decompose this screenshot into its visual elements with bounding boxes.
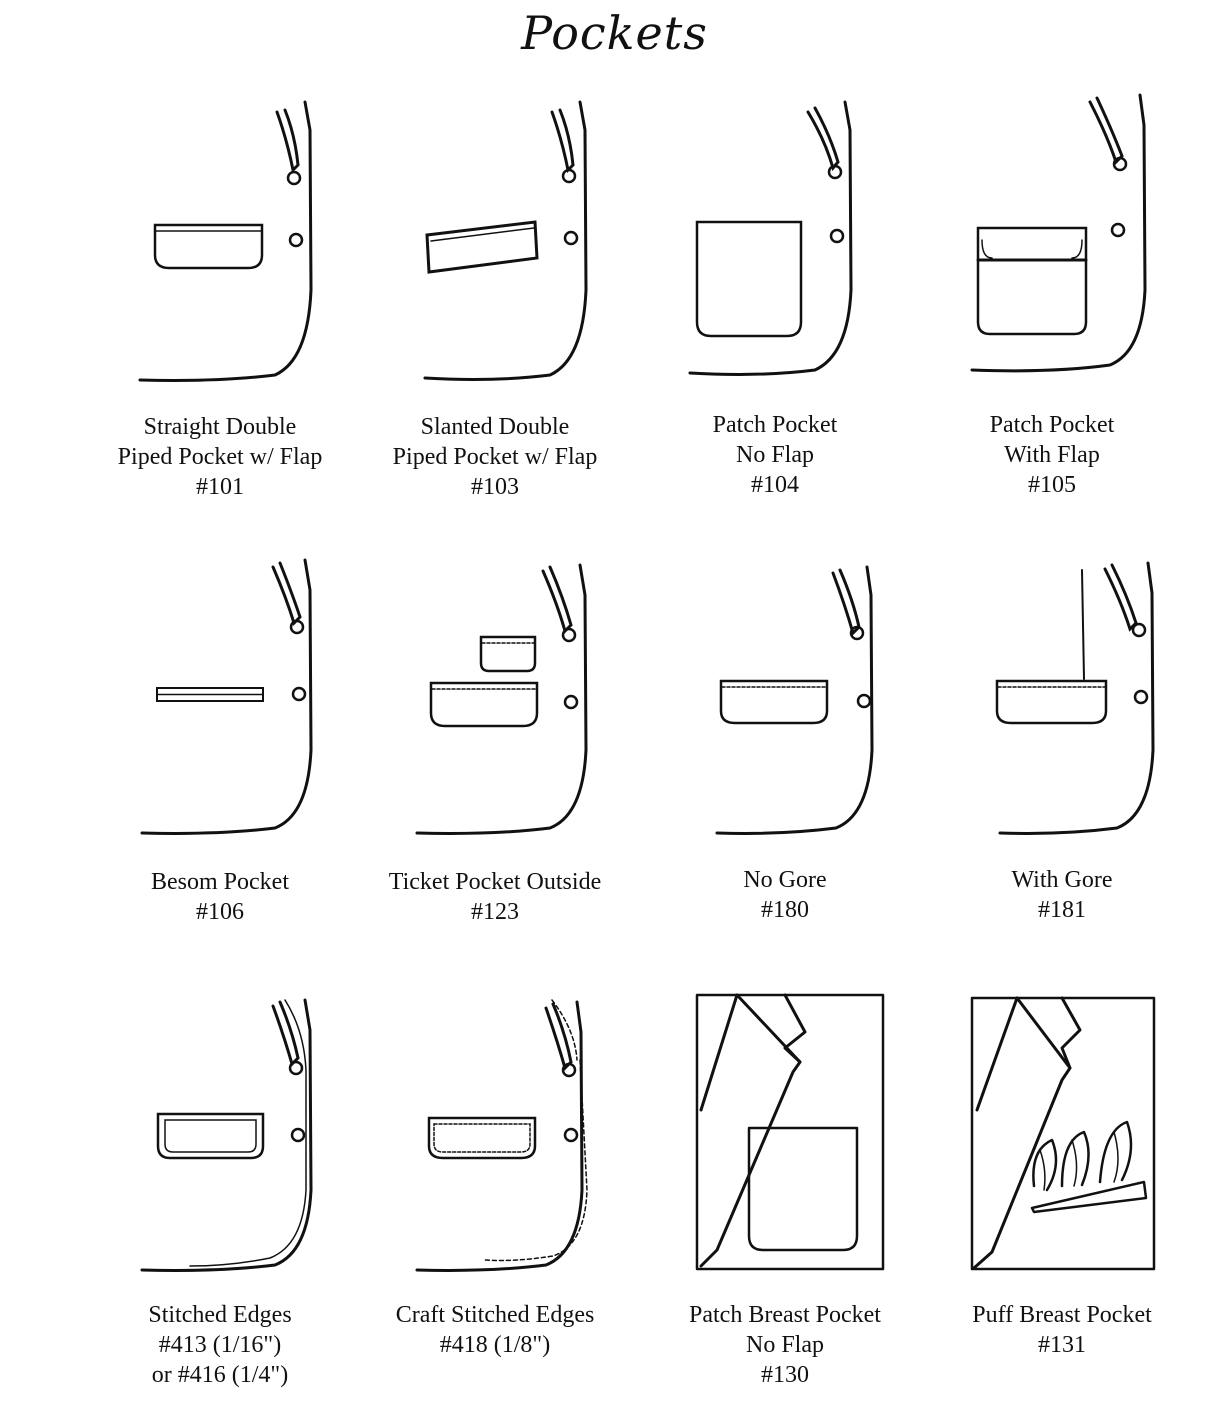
pocket-option-181 <box>922 555 1202 935</box>
patch-pocket-no-flap-icon <box>635 90 915 400</box>
pocket-option-101 <box>80 90 360 510</box>
caption-line: Puff Breast Pocket <box>972 1302 1152 1328</box>
caption-line: Straight Double <box>143 414 297 440</box>
no-gore-icon <box>645 555 925 845</box>
pocket-caption <box>355 1300 635 1360</box>
puff-breast-pocket-icon <box>922 990 1202 1280</box>
page-title: Pockets <box>521 6 708 60</box>
caption-line: #106 <box>196 899 244 925</box>
caption-line: No Flap <box>746 1332 824 1358</box>
caption-line: With Gore <box>1011 867 1113 893</box>
patch-pocket-with-flap-icon <box>912 90 1192 400</box>
caption-line: #418 (1/8") <box>439 1332 551 1358</box>
slanted-double-piped-pocket-icon <box>355 90 635 400</box>
caption-line: Slanted Double <box>420 414 570 440</box>
ticket-pocket-icon <box>355 555 635 845</box>
caption-line: #123 <box>471 899 519 925</box>
pocket-caption <box>645 1300 925 1390</box>
pocket-option-130 <box>645 990 925 1390</box>
caption-line: or #416 (1/4") <box>151 1362 289 1388</box>
pocket-option-105 <box>912 90 1192 510</box>
pocket-caption <box>645 865 925 925</box>
pocket-option-123 <box>355 555 635 935</box>
caption-line: No Flap <box>736 442 814 468</box>
pocket-caption <box>922 865 1202 925</box>
caption-line: #130 <box>761 1362 809 1388</box>
with-gore-icon <box>922 555 1202 845</box>
caption-line: Stitched Edges <box>148 1302 292 1328</box>
caption-line: #180 <box>761 897 809 923</box>
caption-line: Ticket Pocket Outside <box>388 869 602 895</box>
stitched-edges-icon <box>80 990 360 1280</box>
caption-line: Patch Pocket <box>712 412 838 438</box>
caption-line: #101 <box>196 474 244 500</box>
pocket-caption <box>355 412 635 502</box>
besom-pocket-icon <box>80 555 360 845</box>
craft-stitched-edges-icon <box>355 990 635 1280</box>
caption-line: #131 <box>1038 1332 1086 1358</box>
pocket-option-418 <box>355 990 635 1390</box>
pocket-caption <box>80 1300 360 1390</box>
caption-line: With Flap <box>1004 442 1100 468</box>
pocket-option-106 <box>80 555 360 935</box>
caption-line: #181 <box>1038 897 1086 923</box>
pocket-option-413 <box>80 990 360 1390</box>
caption-line: #105 <box>1028 472 1076 498</box>
caption-line: Besom Pocket <box>151 869 289 895</box>
pocket-caption <box>355 867 635 927</box>
caption-line: Patch Pocket <box>989 412 1115 438</box>
caption-line: Piped Pocket w/ Flap <box>117 444 323 470</box>
pocket-option-180 <box>645 555 925 935</box>
caption-line: #103 <box>471 474 519 500</box>
caption-line: #413 (1/16") <box>158 1332 282 1358</box>
straight-double-piped-pocket-icon <box>80 90 360 400</box>
patch-breast-pocket-icon <box>645 990 925 1280</box>
caption-line: No Gore <box>743 867 827 893</box>
pocket-option-104 <box>635 90 915 510</box>
pocket-caption <box>912 410 1192 500</box>
pocket-caption <box>635 410 915 500</box>
pocket-caption <box>80 867 360 927</box>
caption-line: Craft Stitched Edges <box>395 1302 595 1328</box>
pocket-option-131 <box>922 990 1202 1390</box>
pocket-caption <box>922 1300 1202 1360</box>
pocket-caption <box>80 412 360 502</box>
caption-line: Patch Breast Pocket <box>689 1302 881 1328</box>
caption-line: #104 <box>751 472 799 498</box>
pocket-option-103 <box>355 90 635 510</box>
caption-line: Piped Pocket w/ Flap <box>392 444 598 470</box>
